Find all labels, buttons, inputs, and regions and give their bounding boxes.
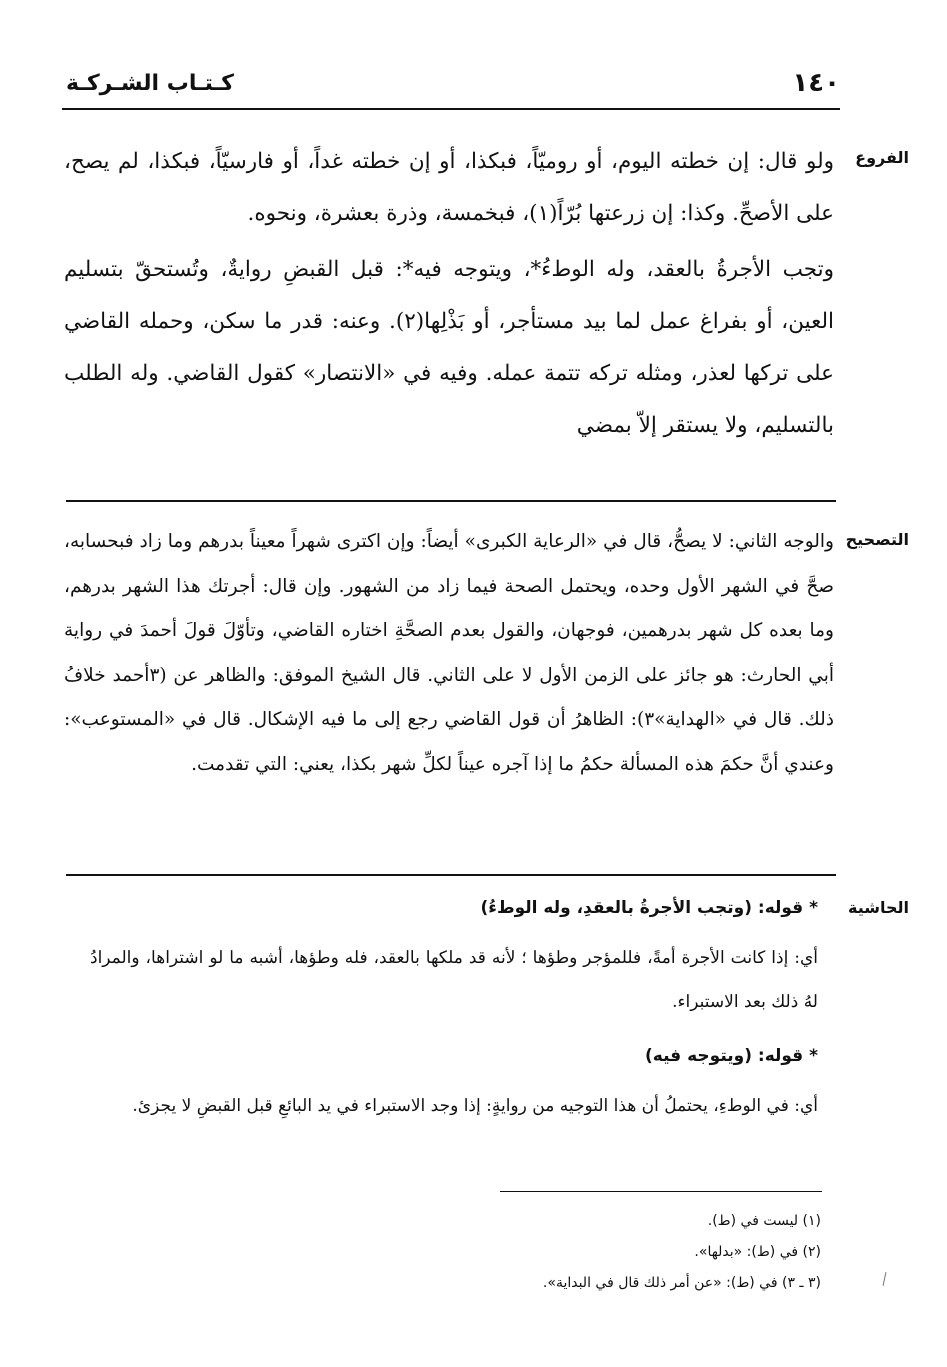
footnotes [261,1206,821,1299]
section-divider [66,500,836,502]
page-number: ١٤٠ [792,68,840,98]
section-tashih-text [64,520,834,787]
footnote-item: (٣ ـ ٣) في (ط): «عن أمر ذلك قال في البداية». [542,1275,821,1291]
furu-paragraph-2: وتجب الأجرةُ بالعقد، وله الوطءُ*، ويتوجه فيه*: قبل القبضِ روايةٌ، وتُستحقّ بتسليم العين، أو بفراغ عمل لما بيد مستأجر، أو بَذْلِها(٢). وعنه: قدر ما سكن، وحمله القاضي على تركها لعذر، ومثله تركه تتمة عمله. وفيه في «الانتصار» كقول القاضي. وله الطلب بالتسليم، ولا يستقر إلاّ بمضي [64,257,834,438]
section-divider [66,874,836,876]
section-furu-text [64,136,834,452]
footnote-item: (١) ليست في (ط). [707,1213,821,1229]
scan-mark [883,1272,887,1286]
book-title: كـتـاب الشـركـة [66,71,234,96]
section-label-hashiya: الحاشية [848,898,909,917]
page-header [66,62,840,106]
furu-paragraph-1: ولو قال: إن خطته اليوم، أو روميّاً، فبكذا، أو إن خطته غداً، أو فارسيّاً، فبكذا، لم يصح، على الأصحِّ. وكذا: إن زرعتها بُرّاً(١)، فبخمسة، وذرة بعشرة، ونحوه. [64,149,834,226]
hashiya-heading-2: * قوله: (ويتوجه فيه) [645,1046,818,1066]
header-rule [62,108,840,110]
section-label-furu: الفروع [855,148,909,167]
hashiya-heading-1: * قوله: (وتجب الأجرةُ بالعقدِ، وله الوطءُ) [480,898,818,918]
section-hashiya-text [90,886,818,1128]
tashih-paragraph: والوجه الثاني: لا يصحُّ، قال في «الرعاية الكبرى» أيضاً: وإن اكترى شهراً معيناً بدرهم وما زاد فبحسابه، صحَّ في الشهر الأول وحده، ويحتمل الصحة فيما زاد من الشهور. وإن قال: أجرتك هذا الشهر بدرهم، وما بعده كل شهر بدرهمين، فوجهان، والقول بعدم الصحَّةِ اختاره القاضي، وتأوّلَ قولَ أحمدَ في رواية أبي الحارث: هو جائز على الزمن الأول لا على الثاني. قال الشيخ الموفق: والظاهر عن (٣أحمد خلافُ ذلك. قال في «الهداية»٣): الظاهرُ أن قول القاضي رجع إلى ما فيه الإشكال. قال في «المستوعب»: وعندي أنَّ حكمَ هذه المسألة حكمُ ما إذا آجره عيناً لكلِّ شهر بكذا، يعني: التي تقدمت. [64,531,835,775]
footnote-item: (٢) في (ط): «بدلها». [694,1244,821,1260]
hashiya-text-1: أي: إذا كانت الأجرة أمةً، فللمؤجر وطؤها ؛ لأنه قد ملكها بالعقد، فله وطؤها، أشبه ما لو اشتراها، والمرادُ لهُ ذلك بعد الاستبراء. [90,948,818,1012]
hashiya-text-2: أي: في الوطءِ، يحتملُ أن هذا التوجيه من روايةٍ: إذا وجد الاستبراء في يد البائعِ قبل القبضِ لا يجزئ. [132,1096,818,1116]
footnote-rule [500,1191,822,1192]
section-label-tashih: التصحيح [845,530,909,549]
